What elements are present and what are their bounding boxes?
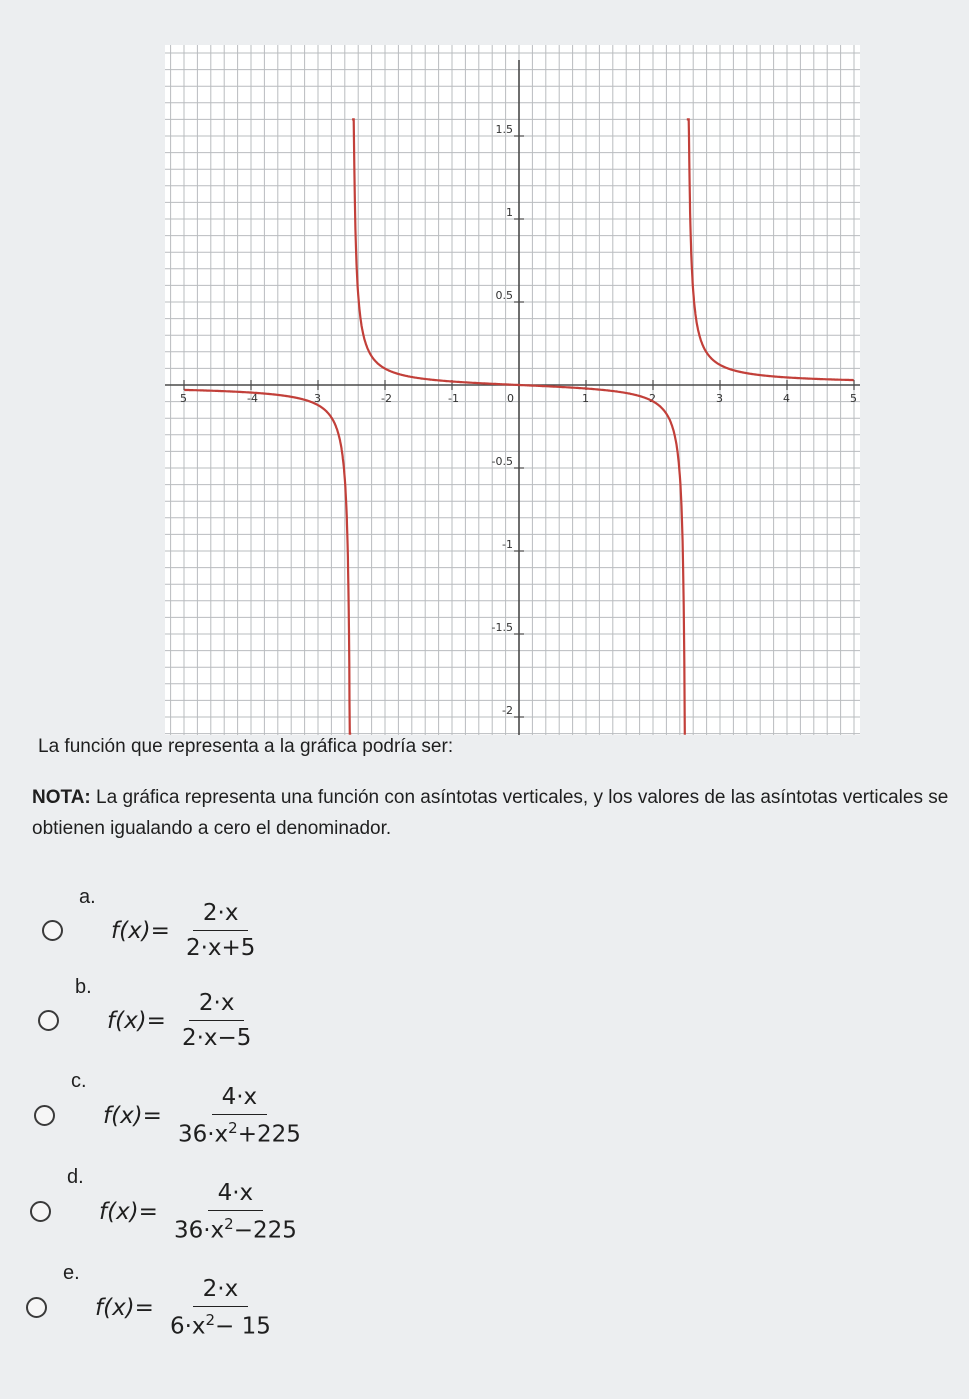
y-tick-label: -0.5 bbox=[491, 455, 513, 468]
x-tick-label: 5 bbox=[180, 392, 187, 405]
note-paragraph bbox=[32, 782, 952, 844]
option-d-fraction bbox=[164, 1180, 307, 1244]
x-tick-label: -4 bbox=[247, 392, 258, 405]
option-d-den-tail: −225 bbox=[233, 1217, 297, 1244]
option-c[interactable] bbox=[34, 1070, 311, 1148]
option-c-lhs: f(x)= bbox=[103, 1102, 162, 1129]
option-a-lhs: f(x)= bbox=[111, 917, 170, 944]
option-b-lhs: f(x)= bbox=[107, 1007, 166, 1034]
y-tick-label: 1 bbox=[506, 206, 513, 219]
x-tick-label: 1 bbox=[582, 392, 589, 405]
option-d-lhs: f(x)= bbox=[99, 1198, 158, 1225]
note-label: NOTA: bbox=[32, 787, 91, 808]
option-d-den-exponent: 2 bbox=[224, 1215, 234, 1233]
option-a-den-text: 2·x+5 bbox=[185, 935, 256, 961]
option-d-formula bbox=[99, 1180, 307, 1244]
question-text: La función que representa a la gráfica podría ser: bbox=[38, 736, 457, 758]
option-c-den-base: 36·x bbox=[177, 1121, 229, 1148]
option-d-radio[interactable] bbox=[30, 1201, 51, 1222]
option-a-fraction bbox=[176, 900, 265, 961]
x-tick-label: 4 bbox=[783, 392, 790, 405]
option-c-radio[interactable] bbox=[34, 1105, 55, 1126]
option-a-radio[interactable] bbox=[42, 920, 63, 941]
x-tick-label: 5 bbox=[850, 392, 857, 405]
option-c-numerator: 4·x bbox=[212, 1084, 268, 1115]
x-tick-label: 2 bbox=[649, 392, 656, 405]
option-d-denominator bbox=[164, 1211, 307, 1244]
note-text: La gráfica representa una función con asíntotas verticales, y los valores de las asíntotas verticales se obtienen igualando a cero el denominador. bbox=[32, 787, 949, 839]
x-tick-label: 3 bbox=[314, 392, 321, 405]
option-e-numerator: 2·x bbox=[193, 1276, 249, 1307]
option-e-lhs: f(x)= bbox=[95, 1294, 154, 1321]
option-b[interactable] bbox=[38, 976, 261, 1051]
option-c-denominator bbox=[168, 1115, 311, 1148]
option-b-formula bbox=[107, 990, 261, 1051]
option-a[interactable] bbox=[42, 886, 265, 961]
option-a-numerator: 2·x bbox=[193, 900, 249, 931]
option-b-numerator: 2·x bbox=[189, 990, 245, 1021]
y-tick-label: -1.5 bbox=[491, 621, 513, 634]
option-a-letter: a. bbox=[79, 886, 96, 908]
option-e-fraction bbox=[160, 1276, 281, 1340]
option-e-denominator bbox=[160, 1307, 281, 1340]
option-c-den-exponent: 2 bbox=[228, 1119, 238, 1137]
option-e[interactable] bbox=[26, 1262, 281, 1340]
x-tick-label: 3 bbox=[716, 392, 723, 405]
option-e-den-tail: − 15 bbox=[215, 1313, 271, 1340]
y-tick-label: 1.5 bbox=[495, 123, 513, 136]
option-d-letter: d. bbox=[67, 1166, 84, 1188]
option-b-denominator bbox=[172, 1021, 261, 1051]
option-b-den-text: 2·x−5 bbox=[181, 1025, 252, 1051]
y-tick-label: -2 bbox=[502, 704, 513, 717]
y-tick-label: 0.5 bbox=[495, 289, 513, 302]
option-e-den-base: 6·x bbox=[169, 1313, 206, 1340]
y-tick-label: -1 bbox=[502, 538, 513, 551]
option-c-letter: c. bbox=[71, 1070, 87, 1092]
option-d-numerator: 4·x bbox=[208, 1180, 264, 1211]
option-a-formula bbox=[111, 900, 265, 961]
x-tick-label: -1 bbox=[448, 392, 459, 405]
option-e-den-exponent: 2 bbox=[205, 1311, 216, 1329]
option-c-formula bbox=[103, 1084, 311, 1148]
option-d[interactable] bbox=[30, 1166, 307, 1244]
option-a-denominator bbox=[176, 931, 265, 961]
option-e-letter: e. bbox=[63, 1262, 80, 1284]
option-e-formula bbox=[95, 1276, 281, 1340]
option-b-fraction bbox=[172, 990, 261, 1051]
option-b-letter: b. bbox=[75, 976, 92, 998]
option-c-den-tail: +225 bbox=[237, 1121, 301, 1148]
x-tick-label: -2 bbox=[381, 392, 392, 405]
x-tick-label: 0 bbox=[507, 392, 514, 405]
option-e-radio[interactable] bbox=[26, 1297, 47, 1318]
option-c-fraction bbox=[168, 1084, 311, 1148]
option-b-radio[interactable] bbox=[38, 1010, 59, 1031]
option-d-den-base: 36·x bbox=[173, 1217, 225, 1244]
